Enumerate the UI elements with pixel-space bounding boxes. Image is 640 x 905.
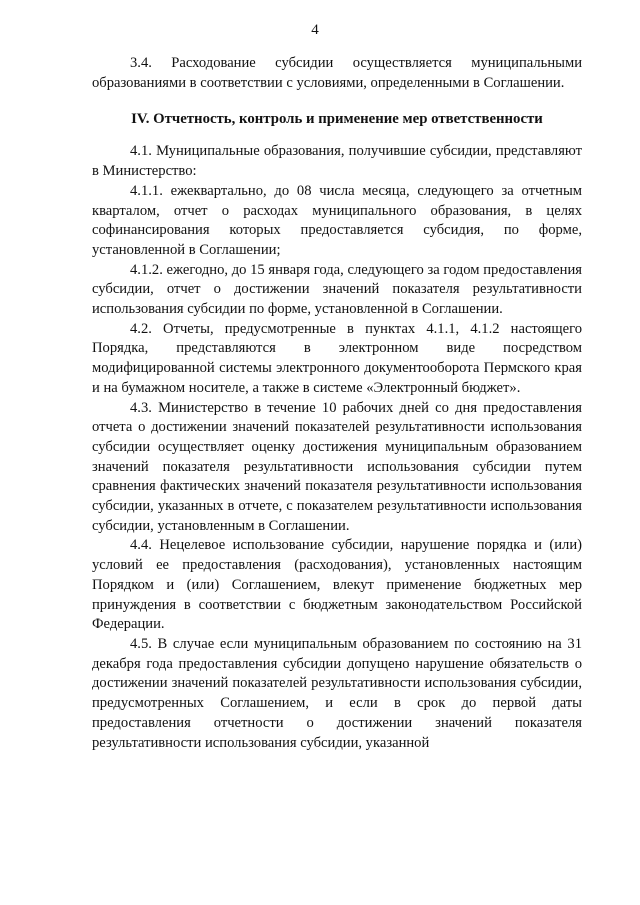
paragraph-4-1-2: 4.1.2. ежегодно, до 15 января года, следующего за годом предоставления субсидии, отчет о достижении значений показателя результативности использования субсидии по форме, установленной в Соглашении.	[92, 261, 582, 318]
paragraph-4-1-1: 4.1.1. ежеквартально, до 08 числа месяца, следующего за отчетным кварталом, отчет о расходах муниципального образования, в целях софинансирования которых предоставляется субсидия, по форме, установленной в Соглашении;	[92, 182, 582, 258]
paragraph-4-3: 4.3. Министерство в течение 10 рабочих дней со дня предоставления отчета о достижении значений показателей результативности использования субсидии осуществляет оценку достижения муниципальным образованием значений показателя результативности использования субсидии путем сравнения фактических значений показателя результативности использования субсидии, указанных в отчете, с показателем результативности использования субсидии, установленным в Соглашении.	[92, 399, 582, 534]
section-title: IV. Отчетность, контроль и применение мер ответственности	[131, 111, 543, 128]
paragraph-3-4: 3.4. Расходование субсидии осуществляется муниципальными образованиями в соответствии с условиями, определенными в Соглашении.	[92, 55, 582, 91]
paragraph-4-5: 4.5. В случае если муниципальным образованием по состоянию на 31 декабря года предоставления субсидии допущено нарушение обязательств о достижении значений показателей результативности использования субсидии, предусмотренных Соглашением, и если в срок до первой даты предоставления отчетности о достижении значений показателя результативности использования субсидии, указанной	[92, 635, 582, 751]
paragraph-4-2: 4.2. Отчеты, предусмотренные в пунктах 4.1.1, 4.1.2 настоящего Порядка, представляются в электронном виде посредством модифицированной системы электронного документооборота Пермского края и на бумажном носителе, а также в системе «Электронный бюджет».	[92, 320, 582, 396]
paragraph-4-1: 4.1. Муниципальные образования, получившие субсидии, представляют в Министерство:	[92, 143, 582, 180]
paragraph-4-4: 4.4. Нецелевое использование субсидии, нарушение порядка и (или) условий ее предоставления (расходования), установленных настоящим Порядком и (или) Соглашением, влекут применение бюджетных мер принуждения в соответствии с бюджетным законодательством Российской Федерации.	[92, 537, 582, 633]
page-number: 4	[311, 22, 319, 38]
